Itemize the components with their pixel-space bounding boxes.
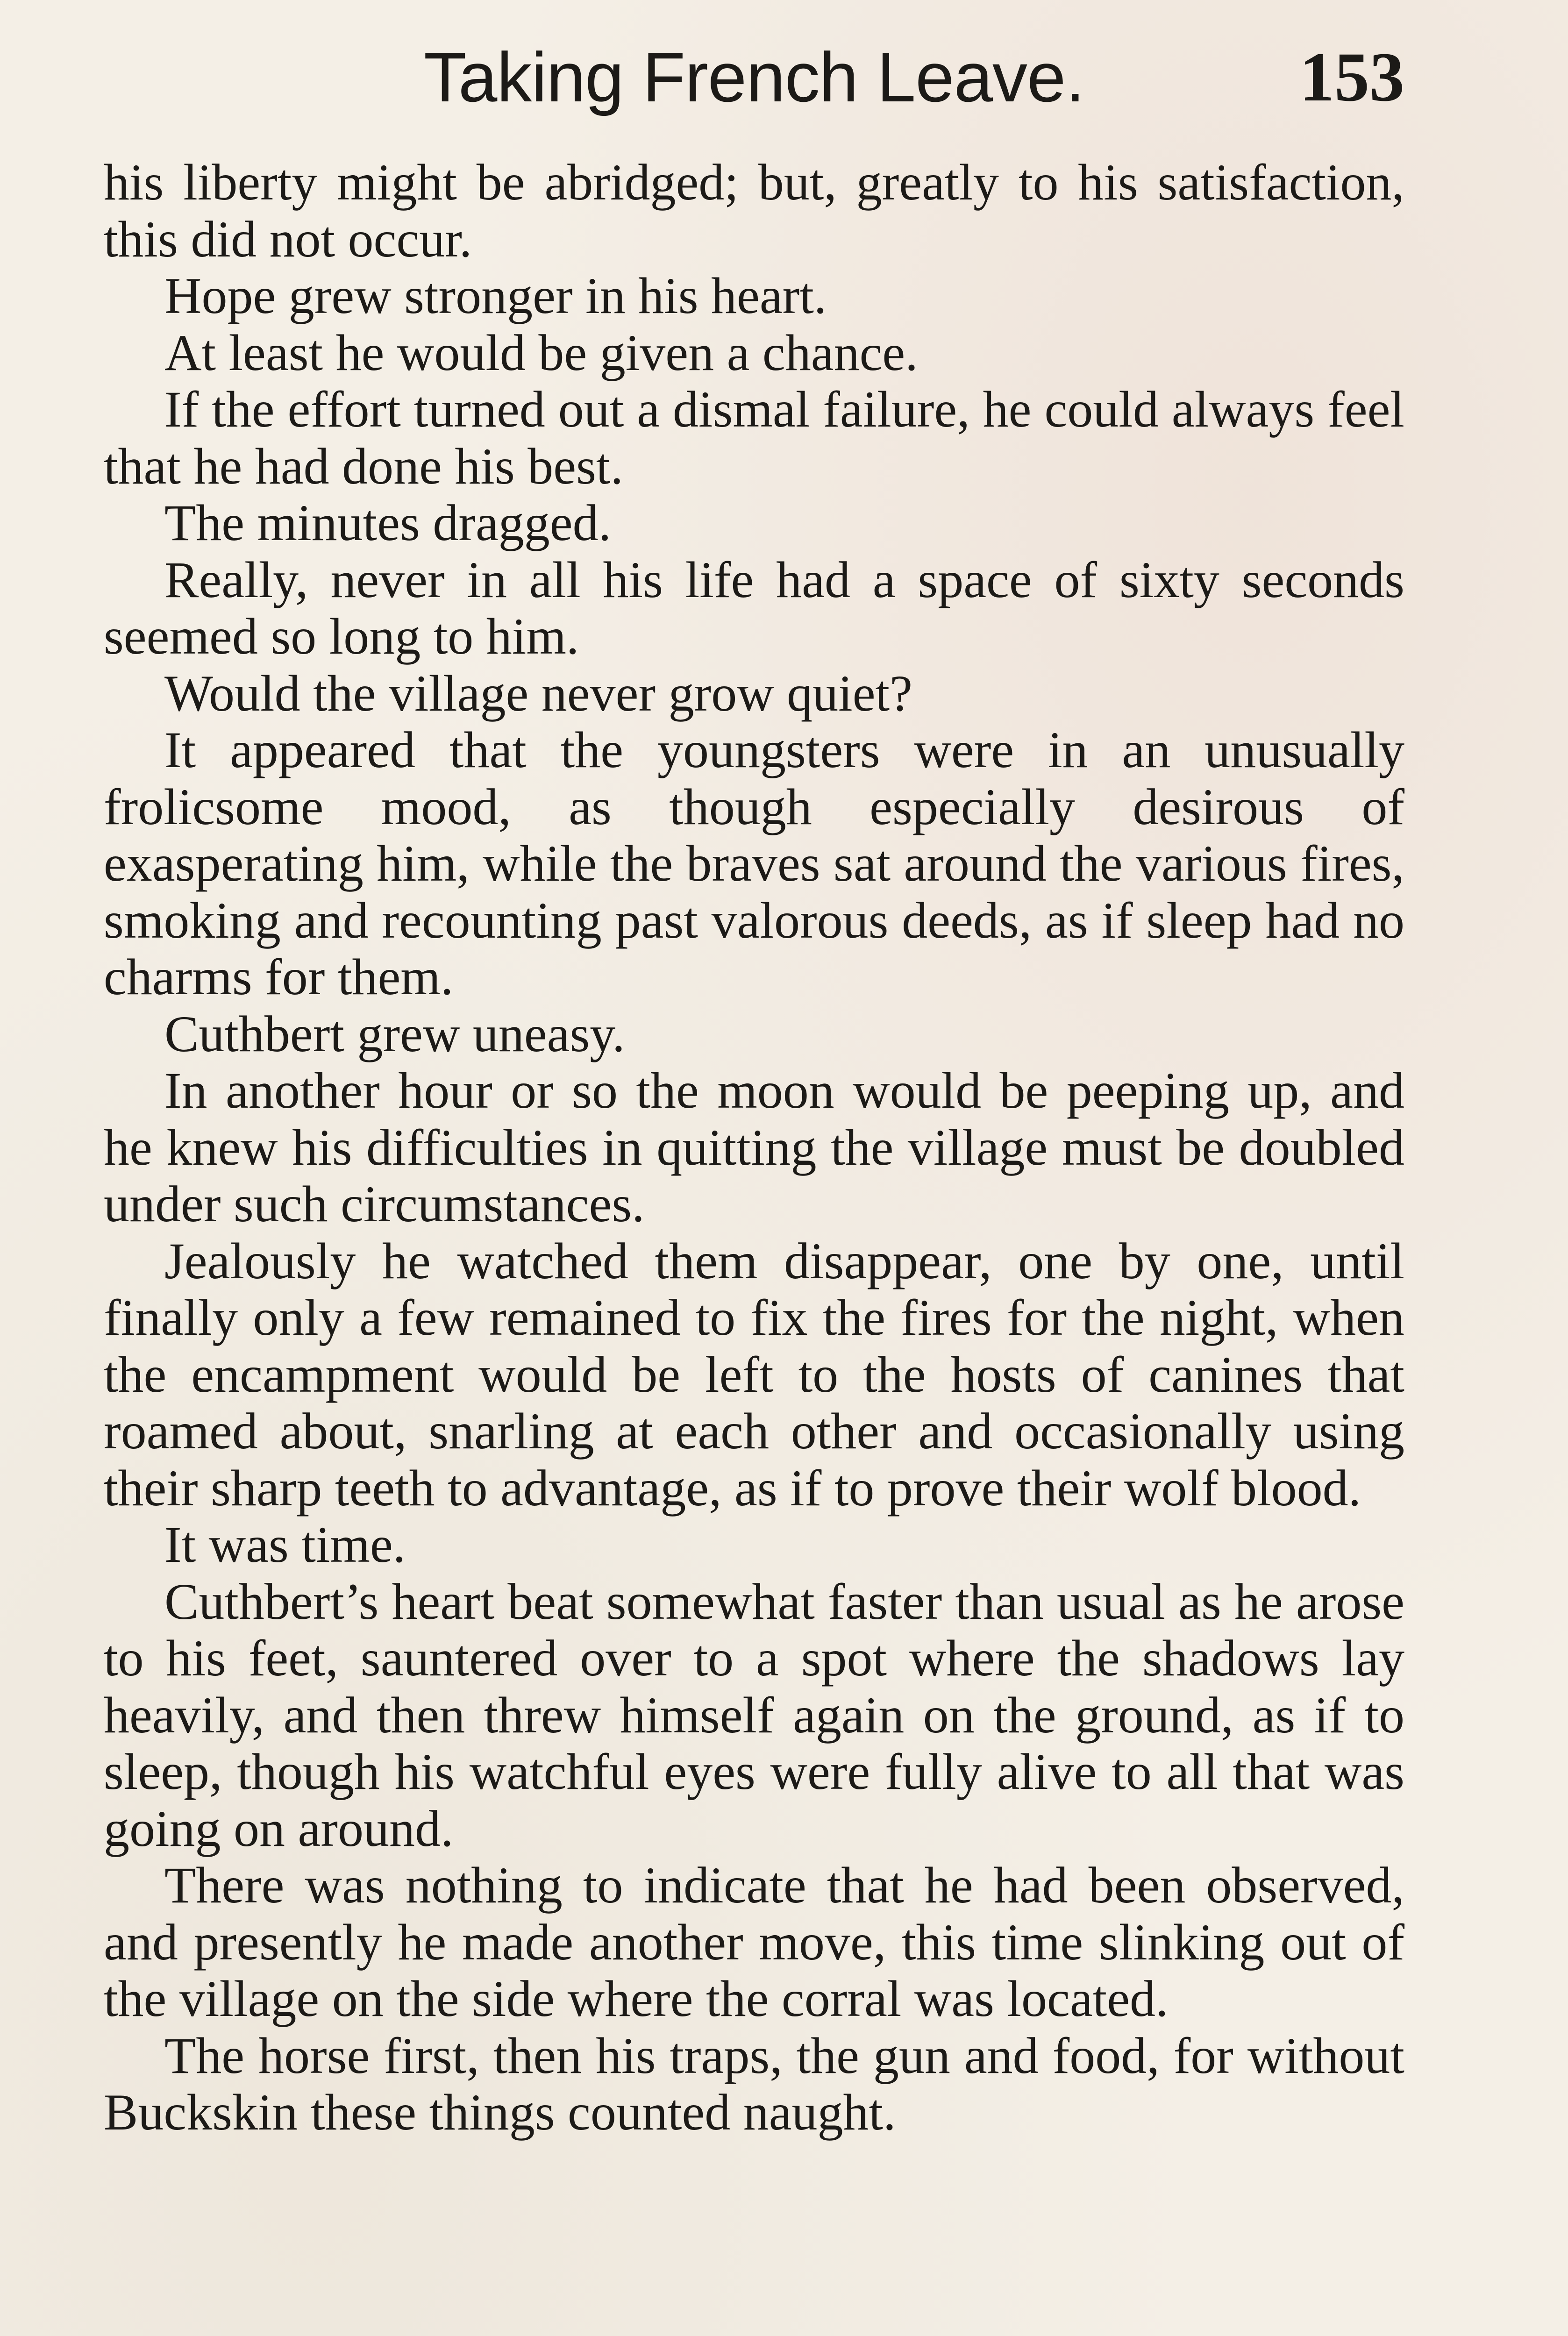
paragraph: Would the village never grow quiet? bbox=[164, 664, 912, 722]
running-head bbox=[104, 37, 1404, 117]
paragraph: Jealously he watched them disappear, one by one, until finally only a few remained to fix the fires for the night, when the encampment would be left to the hosts of canines that roamed about, snarling at each other and occasionally using their sharp teeth to advantage, as if to prove their wolf blood. bbox=[104, 1232, 1404, 1517]
paragraph: Hope grew stronger in his heart. bbox=[164, 267, 827, 324]
page-number: 153 bbox=[1299, 38, 1404, 116]
paragraph: At least he would be given a chance. bbox=[164, 324, 918, 381]
paragraph: It was time. bbox=[164, 1516, 406, 1573]
body-text bbox=[104, 154, 1404, 2141]
paragraph: The horse first, then his traps, the gun and food, for without Buckskin these things counted naught. bbox=[104, 2027, 1404, 2141]
paragraph: his liberty might be abridged; but, greatly to his satisfaction, this did not occur. bbox=[104, 154, 1404, 268]
paragraph: If the effort turned out a dismal failure, he could always feel that he had done his best. bbox=[104, 381, 1404, 495]
paragraph: The minutes dragged. bbox=[164, 494, 612, 551]
paragraph: Cuthbert grew uneasy. bbox=[164, 1005, 625, 1062]
paragraph: There was nothing to indicate that he had been observed, and presently he made another move, this time slinking out of the village on the side where the corral was located. bbox=[104, 1857, 1404, 2027]
paragraph: Really, never in all his life had a space of sixty seconds seemed so long to him. bbox=[104, 551, 1404, 665]
chapter-title: Taking French Leave. bbox=[423, 38, 1085, 116]
paragraph: Cuthbert’s heart beat somewhat faster than usual as he arose to his feet, sauntered over to a spot where the shadows lay heavily, and then threw himself again on the ground, as if to sleep, though his watchful eyes were fully alive to all that was going on around. bbox=[104, 1573, 1404, 1857]
paragraph: In another hour or so the moon would be peeping up, and he knew his difficulties in quitting the village must be doubled under such circumstances. bbox=[104, 1062, 1404, 1232]
paragraph: It appeared that the youngsters were in an unusually frolicsome mood, as though especially desirous of exasperating him, while the braves sat around the various fires, smoking and recounting past valorous deeds, as if sleep had no charms for them. bbox=[104, 721, 1404, 1005]
